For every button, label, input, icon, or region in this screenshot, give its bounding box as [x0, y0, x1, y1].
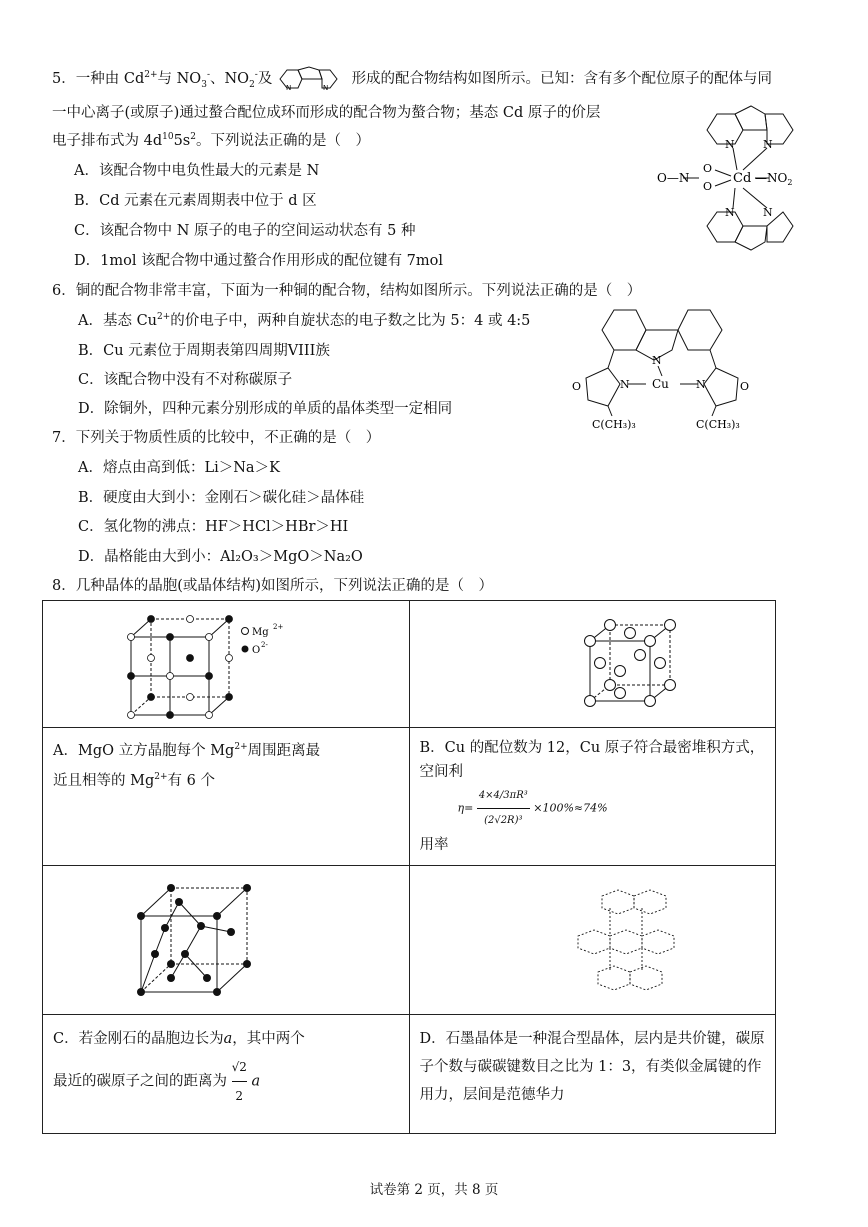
mgo-lattice-icon [125, 613, 305, 723]
q5-option-d[interactable]: D．1mol 该配合物中通过螯合作用形成的配位键有 7mol [74, 253, 444, 269]
svg-text:O: O [703, 162, 713, 175]
sqrt2-over-2-fraction: $\frac{√2}{2}$ [232, 1053, 247, 1110]
q6-option-a[interactable]: A．基态 $Cu^{2+}$的价电子中，两种自旋状态的电子数之比为 5：4 或 4:5 [78, 312, 531, 329]
q7-option-d[interactable]: D．晶格能由大到小：Al₂O₃＞MgO＞Na₂O [78, 549, 363, 565]
svg-text:O: O [572, 380, 582, 393]
q8-option-d[interactable]: D．石墨晶体是一种混合型晶体，层内是共价键，碳原子个数与碳碳键数目之比为 1：3，有类似金属键的作用力，层间是范德华力 [409, 1015, 776, 1134]
svg-text:O: O [703, 180, 713, 193]
cu-complex-structure [568, 300, 758, 435]
q6-option-d[interactable]: D．除铜外，四种元素分别形成的单质的晶体类型一定相同 [78, 401, 453, 417]
packing-formula: η= $\frac{\text{4×4/3πR³}}{\text{(2√2R)³}}$ ×100%≈74% [420, 784, 608, 833]
svg-text:N: N [620, 378, 630, 391]
q5-option-b[interactable]: B．Cd 元素在元素周期表中位于 d 区 [74, 193, 317, 209]
svg-text:N: N [652, 354, 662, 367]
svg-text:C(CH₃)₃: C(CH₃)₃ [696, 418, 740, 431]
svg-text:O: O [252, 645, 261, 656]
svg-text:N: N [763, 206, 773, 219]
svg-text:O—N: O—N [657, 171, 690, 185]
svg-text:Mg: Mg [252, 627, 269, 638]
q5-stem-line1: 5．一种由 $Cd^{2+}$与 $NO_3^-$、$NO_2^-$及 N N 形成的配合物结构如图所示。已知：含有多个配位原子的配体与同 [52, 66, 772, 92]
svg-text:N: N [763, 138, 773, 151]
q5-option-a[interactable]: A．该配合物中电负性最大的元素是 N [74, 163, 320, 179]
page-footer: 试卷第 2 页，共 8 页 [369, 1182, 499, 1198]
svg-text:2+: 2+ [273, 623, 284, 631]
q7-option-c[interactable]: C．氢化物的沸点：HF＞HCl＞HBr＞HI [78, 519, 349, 535]
n-atom-label: N [725, 138, 735, 151]
svg-text:O: O [740, 380, 750, 393]
svg-text:C(CH₃)₃: C(CH₃)₃ [592, 418, 636, 431]
svg-text:2-: 2- [261, 641, 268, 649]
phenanthroline-icon [277, 66, 347, 92]
svg-text:N: N [725, 206, 735, 219]
svg-text:Cu: Cu [652, 377, 669, 391]
q5-stem-line2: 一中心离子(或原子)通过螯合配位成环而形成的配合物为螯合物；基态 Cd 原子的价层 [52, 105, 601, 121]
svg-text:N: N [285, 84, 292, 92]
q6-option-c[interactable]: C．该配合物中没有不对称碳原子 [78, 372, 293, 388]
svg-text:—NO2: $—NO_2$ [755, 171, 793, 187]
svg-text:Cd: Cd [733, 171, 752, 186]
svg-text:N: N [322, 84, 329, 92]
graphite-figure [410, 866, 776, 1014]
q8-option-c[interactable]: C．若金刚石的晶胞边长为a，其中两个 最近的碳原子之间的距离为 $\frac{√2}{2}$ a [43, 1015, 410, 1134]
q7-option-a[interactable]: A．熔点由高到低：Li＞Na＞K [78, 460, 280, 476]
diamond-lattice-icon [135, 882, 255, 1002]
mgo-cell-figure [43, 601, 409, 727]
graphite-layers-icon [568, 886, 698, 996]
q6-option-b[interactable]: B．Cu 元素位于周期表第四周期VIII族 [78, 343, 330, 359]
diamond-cell-figure [43, 866, 409, 1014]
q8-option-b[interactable]: B．Cu 的配位数为 12，Cu 原子符合最密堆积方式，空间利 η= $\frac{\text{4×4/3πR³}}{\text{(2√2R)³}}$ ×100%≈74% 用率 [409, 728, 776, 866]
svg-text:N: N [696, 378, 706, 391]
q8-stem: 8．几种晶体的晶胞(或晶体结构)如图所示，下列说法正确的是（ ） [52, 578, 494, 594]
q5-stem-line3: 电子排布式为 $4d^{10}5s^2$。下列说法正确的是（ ） [52, 132, 370, 149]
q8-option-a[interactable]: A．MgO 立方晶胞每个 $Mg^{2+}$周围距离最 近且相等的 $Mg^{2+}$有 6 个 [43, 728, 410, 866]
q7-stem: 7．下列关于物质性质的比较中，不正确的是（ ） [52, 430, 381, 446]
q8-options-table [42, 600, 776, 1134]
cu-cell-figure [410, 601, 776, 727]
q6-stem: 6．铜的配合物非常丰富，下面为一种铜的配合物，结构如图所示。下列说法正确的是（ ） [52, 283, 642, 299]
cd-complex-structure [655, 98, 815, 258]
q5-option-c[interactable]: C．该配合物中 N 原子的电子的空间运动状态有 5 种 [74, 223, 416, 239]
fcc-lattice-icon [582, 619, 682, 709]
q7-option-b[interactable]: B．硬度由大到小：金刚石＞碳化硅＞晶体硅 [78, 490, 365, 506]
